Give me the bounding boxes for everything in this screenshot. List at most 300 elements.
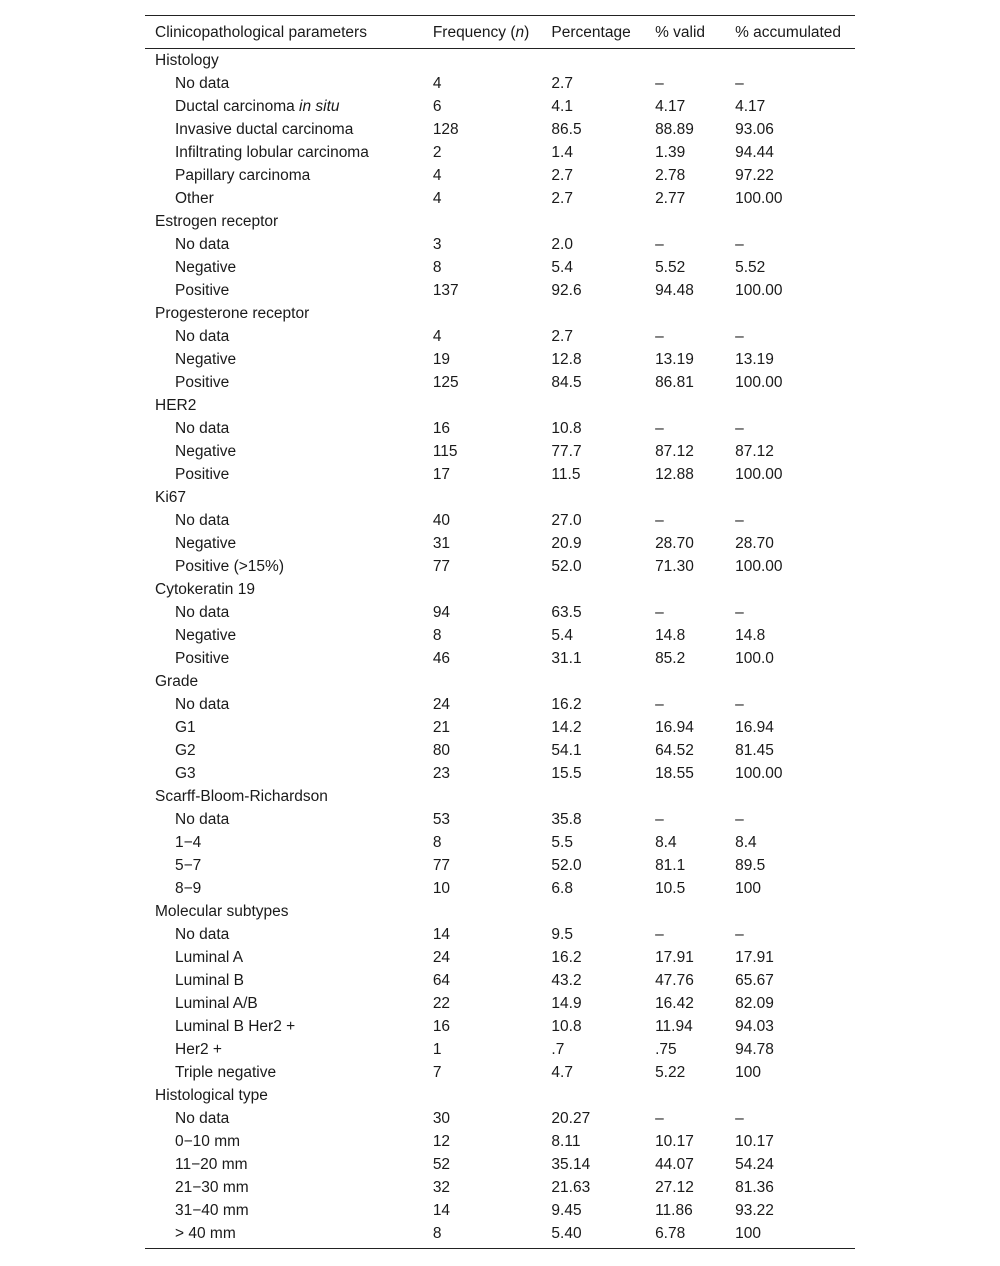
row-label bbox=[145, 1199, 433, 1222]
section-title: Cytokeratin 19 bbox=[155, 581, 255, 598]
frequency-cell: 19 bbox=[432, 351, 451, 368]
frequency-cell: 8 bbox=[432, 834, 442, 851]
table-row bbox=[145, 256, 855, 279]
empty-cell bbox=[655, 578, 735, 601]
accumulated-cell: 87.12 bbox=[735, 443, 774, 460]
percentage-cell: 92.6 bbox=[551, 282, 582, 299]
percentage-cell: 2.7 bbox=[551, 328, 573, 345]
row-label-text: Negative bbox=[175, 627, 237, 644]
accumulated-cell: 97.22 bbox=[735, 167, 774, 184]
frequency-cell: 137 bbox=[432, 282, 459, 299]
table-row bbox=[145, 1061, 855, 1084]
percentage-cell: 35.8 bbox=[551, 811, 582, 828]
percentage-cell: 15.5 bbox=[551, 765, 582, 782]
accumulated-cell: 100.00 bbox=[735, 466, 783, 483]
table-row bbox=[145, 992, 855, 1015]
percentage-cell: 14.2 bbox=[551, 719, 582, 736]
percentage-cell: 5.4 bbox=[551, 627, 573, 644]
empty-cell bbox=[551, 49, 655, 73]
valid-cell: .75 bbox=[655, 1041, 677, 1058]
row-label-text: Infiltrating lobular carcinoma bbox=[175, 144, 369, 161]
valid-cell: 13.19 bbox=[655, 351, 694, 368]
row-label bbox=[145, 279, 433, 302]
empty-cell bbox=[735, 49, 855, 73]
accumulated-cell: 93.22 bbox=[735, 1202, 774, 1219]
percentage-cell: 2.7 bbox=[551, 75, 573, 92]
empty-cell bbox=[735, 1084, 855, 1107]
row-label-text: G2 bbox=[175, 742, 196, 759]
percentage-cell: 9.5 bbox=[551, 926, 573, 943]
frequency-cell: 64 bbox=[432, 972, 451, 989]
accumulated-cell: 10.17 bbox=[735, 1133, 774, 1150]
percentage-cell: 4.7 bbox=[551, 1064, 573, 1081]
valid-cell: 16.42 bbox=[655, 995, 694, 1012]
frequency-cell: 12 bbox=[432, 1133, 451, 1150]
valid-cell: 5.22 bbox=[655, 1064, 686, 1081]
table-row bbox=[145, 440, 855, 463]
frequency-cell: 32 bbox=[432, 1179, 451, 1196]
header-frequency-n: n bbox=[515, 23, 525, 41]
percentage-cell: 52.0 bbox=[551, 857, 582, 874]
section-title: Estrogen receptor bbox=[155, 213, 279, 230]
table-row bbox=[145, 923, 855, 946]
frequency-cell: 30 bbox=[432, 1110, 451, 1127]
frequency-cell: 3 bbox=[432, 236, 442, 253]
percentage-cell: 4.1 bbox=[551, 98, 573, 115]
row-label bbox=[145, 992, 433, 1015]
empty-cell bbox=[655, 302, 735, 325]
percentage-cell: 2.7 bbox=[551, 167, 573, 184]
empty-cell bbox=[735, 900, 855, 923]
frequency-cell: 8 bbox=[433, 1222, 552, 1249]
empty-cell bbox=[433, 210, 552, 233]
section-row bbox=[145, 394, 855, 417]
frequency-cell: 22 bbox=[432, 995, 451, 1012]
row-label bbox=[145, 463, 433, 486]
valid-cell: – bbox=[655, 512, 664, 529]
frequency-cell: 2 bbox=[432, 144, 442, 161]
section-row bbox=[145, 210, 855, 233]
frequency-cell: 4 bbox=[432, 190, 442, 207]
table-row bbox=[145, 1107, 855, 1130]
accumulated-cell: 65.67 bbox=[735, 972, 774, 989]
accumulated-cell: – bbox=[735, 236, 744, 253]
frequency-cell: 31 bbox=[432, 535, 451, 552]
percentage-cell: 63.5 bbox=[551, 604, 582, 621]
percentage-cell: 5.40 bbox=[551, 1222, 655, 1249]
percentage-cell: 52.0 bbox=[551, 558, 582, 575]
accumulated-cell: 100.00 bbox=[735, 190, 783, 207]
row-label bbox=[145, 716, 433, 739]
row-label bbox=[145, 348, 433, 371]
percentage-cell: 2.7 bbox=[551, 190, 573, 207]
row-label bbox=[145, 72, 433, 95]
valid-cell: – bbox=[655, 926, 664, 943]
table-row bbox=[145, 808, 855, 831]
valid-cell: – bbox=[655, 811, 664, 828]
frequency-cell: 77 bbox=[432, 857, 451, 874]
header-percentage: Percentage bbox=[551, 16, 655, 49]
table-row bbox=[145, 647, 855, 670]
clinicopathological-table bbox=[145, 15, 855, 1249]
percentage-cell: 43.2 bbox=[551, 972, 582, 989]
table-row bbox=[145, 325, 855, 348]
section-title: HER2 bbox=[155, 397, 197, 414]
frequency-cell: 40 bbox=[432, 512, 451, 529]
empty-cell bbox=[433, 486, 552, 509]
row-label-text: Negative bbox=[175, 443, 237, 460]
table-row bbox=[145, 946, 855, 969]
percentage-cell: 11.5 bbox=[551, 466, 581, 483]
empty-cell bbox=[735, 394, 855, 417]
row-label bbox=[145, 1107, 433, 1130]
frequency-cell: 21 bbox=[432, 719, 451, 736]
valid-cell: 14.8 bbox=[655, 627, 686, 644]
empty-cell bbox=[655, 785, 735, 808]
frequency-cell: 52 bbox=[432, 1156, 451, 1173]
empty-cell bbox=[735, 210, 855, 233]
row-label-text: Positive (>15%) bbox=[175, 558, 284, 575]
table-row bbox=[145, 1176, 855, 1199]
table-row bbox=[145, 1015, 855, 1038]
accumulated-cell: – bbox=[735, 811, 744, 828]
accumulated-cell: 81.45 bbox=[735, 742, 774, 759]
table-row bbox=[145, 1038, 855, 1061]
table-row bbox=[145, 716, 855, 739]
table-row bbox=[145, 118, 855, 141]
accumulated-cell: 81.36 bbox=[735, 1179, 774, 1196]
row-label-text: Positive bbox=[175, 374, 230, 391]
percentage-cell: 20.27 bbox=[551, 1110, 591, 1127]
empty-cell bbox=[433, 1084, 552, 1107]
valid-cell: 88.89 bbox=[655, 121, 694, 138]
valid-cell: 10.5 bbox=[655, 880, 686, 897]
accumulated-cell: 28.70 bbox=[735, 535, 774, 552]
table-row bbox=[145, 532, 855, 555]
row-label-text: No data bbox=[175, 811, 230, 828]
row-label bbox=[145, 1061, 433, 1084]
valid-cell: 94.48 bbox=[655, 282, 694, 299]
row-label-text: Negative bbox=[175, 351, 237, 368]
frequency-cell: 14 bbox=[432, 926, 451, 943]
row-label-text: Other bbox=[175, 190, 214, 207]
frequency-cell: 115 bbox=[432, 443, 458, 460]
empty-cell bbox=[735, 486, 855, 509]
valid-cell: 8.4 bbox=[655, 834, 677, 851]
table-body bbox=[145, 49, 855, 1249]
percentage-cell: 54.1 bbox=[551, 742, 582, 759]
valid-cell: 17.91 bbox=[655, 949, 694, 966]
percentage-cell: 8.11 bbox=[551, 1133, 581, 1150]
row-label-text: Positive bbox=[175, 466, 230, 483]
section-row bbox=[145, 670, 855, 693]
row-label-text: No data bbox=[175, 75, 230, 92]
row-label-text: Negative bbox=[175, 535, 237, 552]
row-label bbox=[145, 1038, 433, 1061]
percentage-cell: 10.8 bbox=[551, 420, 582, 437]
row-label-text: No data bbox=[175, 512, 230, 529]
valid-cell: – bbox=[655, 696, 664, 713]
section-title: Scarff-Bloom-Richardson bbox=[155, 788, 328, 805]
frequency-cell: 23 bbox=[432, 765, 451, 782]
row-label-text: G3 bbox=[175, 765, 196, 782]
percentage-cell: 21.63 bbox=[551, 1179, 591, 1196]
row-label-text: No data bbox=[175, 696, 230, 713]
percentage-cell: 16.2 bbox=[551, 949, 582, 966]
frequency-cell: 17 bbox=[432, 466, 451, 483]
valid-cell: 11.86 bbox=[655, 1202, 693, 1219]
empty-cell bbox=[551, 302, 655, 325]
valid-cell: 6.78 bbox=[655, 1222, 735, 1249]
row-label bbox=[145, 831, 433, 854]
row-label-text: 21−30 mm bbox=[175, 1179, 249, 1196]
percentage-cell: 77.7 bbox=[551, 443, 582, 460]
row-label-text: No data bbox=[175, 1110, 230, 1127]
row-label-text: 0−10 mm bbox=[175, 1133, 241, 1150]
table-row bbox=[145, 1222, 855, 1249]
accumulated-cell: 54.24 bbox=[735, 1156, 774, 1173]
row-label-text: > 40 mm bbox=[175, 1225, 236, 1242]
valid-cell: 4.17 bbox=[655, 98, 686, 115]
table-row bbox=[145, 417, 855, 440]
empty-cell bbox=[655, 49, 735, 73]
accumulated-cell: – bbox=[735, 604, 744, 621]
empty-cell bbox=[655, 670, 735, 693]
section-title: Molecular subtypes bbox=[155, 903, 289, 920]
valid-cell: 27.12 bbox=[655, 1179, 694, 1196]
section-row bbox=[145, 486, 855, 509]
header-row bbox=[145, 16, 855, 49]
valid-cell: – bbox=[655, 420, 664, 437]
percentage-cell: 35.14 bbox=[551, 1156, 591, 1173]
section-row bbox=[145, 785, 855, 808]
row-label-text: 8−9 bbox=[175, 880, 202, 897]
section-title: Progesterone receptor bbox=[155, 305, 310, 322]
section-row bbox=[145, 1084, 855, 1107]
row-label-text: Luminal B Her2 + bbox=[175, 1018, 296, 1035]
empty-cell bbox=[655, 394, 735, 417]
table-row bbox=[145, 95, 855, 118]
section-title: Grade bbox=[155, 673, 199, 690]
valid-cell: 81.1 bbox=[655, 857, 686, 874]
frequency-cell: 80 bbox=[432, 742, 451, 759]
table-row bbox=[145, 187, 855, 210]
table-row bbox=[145, 831, 855, 854]
row-label-text: 11−20 mm bbox=[175, 1156, 248, 1173]
accumulated-cell: 100 bbox=[735, 1064, 761, 1081]
frequency-cell: 53 bbox=[432, 811, 451, 828]
empty-cell bbox=[433, 302, 552, 325]
row-label-text: No data bbox=[175, 328, 230, 345]
accumulated-cell: 93.06 bbox=[735, 121, 774, 138]
empty-cell bbox=[551, 210, 655, 233]
row-label bbox=[145, 1130, 433, 1153]
row-label-text: Luminal B bbox=[175, 972, 244, 989]
accumulated-cell: 100.00 bbox=[735, 558, 783, 575]
table-header bbox=[145, 16, 855, 49]
accumulated-cell: 82.09 bbox=[735, 995, 774, 1012]
row-label bbox=[145, 118, 433, 141]
percentage-cell: 10.8 bbox=[551, 1018, 582, 1035]
percentage-cell: 2.0 bbox=[551, 236, 573, 253]
row-label-text: 31−40 mm bbox=[175, 1202, 249, 1219]
row-label bbox=[145, 555, 433, 578]
row-label bbox=[145, 417, 433, 440]
percentage-cell: 1.4 bbox=[551, 144, 573, 161]
empty-cell bbox=[735, 670, 855, 693]
row-label bbox=[145, 509, 433, 532]
row-label-text: Triple negative bbox=[175, 1064, 277, 1081]
accumulated-cell: 13.19 bbox=[735, 351, 774, 368]
valid-cell: 2.78 bbox=[655, 167, 686, 184]
valid-cell: 2.77 bbox=[655, 190, 686, 207]
row-label bbox=[145, 325, 433, 348]
section-row bbox=[145, 578, 855, 601]
table-row bbox=[145, 762, 855, 785]
percentage-cell: 6.8 bbox=[551, 880, 573, 897]
valid-cell: 71.30 bbox=[655, 558, 694, 575]
row-label bbox=[145, 164, 433, 187]
frequency-cell: 1 bbox=[432, 1041, 442, 1058]
empty-cell bbox=[433, 49, 552, 73]
frequency-cell: 128 bbox=[432, 121, 459, 138]
percentage-cell: 31.1 bbox=[551, 650, 582, 667]
row-label bbox=[145, 854, 433, 877]
frequency-cell: 125 bbox=[432, 374, 459, 391]
row-label bbox=[145, 601, 433, 624]
table-row bbox=[145, 1130, 855, 1153]
row-label bbox=[145, 1222, 433, 1249]
empty-cell bbox=[433, 785, 552, 808]
percentage-cell: 9.45 bbox=[551, 1202, 582, 1219]
table-row bbox=[145, 624, 855, 647]
row-label bbox=[145, 877, 433, 900]
valid-cell: – bbox=[655, 604, 664, 621]
row-label bbox=[145, 739, 433, 762]
valid-cell: 16.94 bbox=[655, 719, 694, 736]
row-label-text: G1 bbox=[175, 719, 196, 736]
frequency-cell: 7 bbox=[432, 1064, 442, 1081]
percentage-cell: 20.9 bbox=[551, 535, 582, 552]
empty-cell bbox=[735, 785, 855, 808]
accumulated-cell: 100.00 bbox=[735, 282, 783, 299]
accumulated-cell: – bbox=[735, 926, 744, 943]
accumulated-cell: 16.94 bbox=[735, 719, 774, 736]
valid-cell: 18.55 bbox=[655, 765, 694, 782]
empty-cell bbox=[551, 670, 655, 693]
frequency-cell: 16 bbox=[432, 1018, 451, 1035]
accumulated-cell: – bbox=[735, 420, 744, 437]
empty-cell bbox=[433, 670, 552, 693]
row-label-text: 5−7 bbox=[175, 857, 202, 874]
table-row bbox=[145, 233, 855, 256]
accumulated-cell: 8.4 bbox=[735, 834, 757, 851]
row-label bbox=[145, 808, 433, 831]
empty-cell bbox=[551, 900, 655, 923]
frequency-cell: 6 bbox=[432, 98, 442, 115]
frequency-cell: 77 bbox=[432, 558, 451, 575]
frequency-cell: 4 bbox=[432, 167, 442, 184]
frequency-cell: 24 bbox=[432, 696, 451, 713]
empty-cell bbox=[433, 394, 552, 417]
table-row bbox=[145, 509, 855, 532]
empty-cell bbox=[433, 900, 552, 923]
accumulated-cell: 4.17 bbox=[735, 98, 766, 115]
row-label-text: Invasive ductal carcinoma bbox=[175, 121, 354, 138]
valid-cell: 64.52 bbox=[655, 742, 694, 759]
row-label-text: Negative bbox=[175, 259, 237, 276]
header-parameters: Clinicopathological parameters bbox=[145, 16, 433, 49]
empty-cell bbox=[551, 1084, 655, 1107]
row-label-text: Positive bbox=[175, 650, 230, 667]
frequency-cell: 8 bbox=[432, 259, 442, 276]
accumulated-cell: 5.52 bbox=[735, 259, 766, 276]
percentage-cell: 84.5 bbox=[551, 374, 582, 391]
row-label bbox=[145, 256, 433, 279]
row-label bbox=[145, 923, 433, 946]
row-label-text: Luminal A/B bbox=[175, 995, 258, 1012]
percentage-cell: 27.0 bbox=[551, 512, 582, 529]
row-label bbox=[145, 762, 433, 785]
row-label-text: Luminal A bbox=[175, 949, 244, 966]
row-label bbox=[145, 187, 433, 210]
empty-cell bbox=[735, 302, 855, 325]
empty-cell bbox=[551, 785, 655, 808]
empty-cell bbox=[655, 1084, 735, 1107]
valid-cell: 1.39 bbox=[655, 144, 686, 161]
section-title: Ki67 bbox=[155, 489, 187, 506]
row-label bbox=[145, 647, 433, 670]
table-row bbox=[145, 72, 855, 95]
accumulated-cell: 14.8 bbox=[735, 627, 766, 644]
empty-cell bbox=[735, 578, 855, 601]
section-title: Histological type bbox=[155, 1087, 268, 1104]
row-label-text: 1−4 bbox=[175, 834, 202, 851]
table-row bbox=[145, 969, 855, 992]
valid-cell: – bbox=[655, 75, 664, 92]
clinicopathological-table-container bbox=[145, 15, 855, 1249]
valid-cell: 28.70 bbox=[655, 535, 694, 552]
percentage-cell: 86.5 bbox=[551, 121, 582, 138]
section-row bbox=[145, 49, 855, 73]
accumulated-cell: 100.00 bbox=[735, 765, 783, 782]
frequency-cell: 94 bbox=[432, 604, 451, 621]
row-label-text: Ductal carcinoma bbox=[175, 98, 300, 115]
table-row bbox=[145, 555, 855, 578]
header-valid: % valid bbox=[655, 16, 735, 49]
row-label-text: Positive bbox=[175, 282, 230, 299]
empty-cell bbox=[433, 578, 552, 601]
table-row bbox=[145, 279, 855, 302]
frequency-cell: 24 bbox=[432, 949, 451, 966]
frequency-cell: 16 bbox=[432, 420, 451, 437]
accumulated-cell: 100 bbox=[735, 1222, 855, 1249]
row-label-text: No data bbox=[175, 420, 230, 437]
valid-cell: 47.76 bbox=[655, 972, 694, 989]
row-label-text: No data bbox=[175, 926, 230, 943]
empty-cell bbox=[655, 900, 735, 923]
table-row bbox=[145, 463, 855, 486]
percentage-cell: 5.5 bbox=[551, 834, 573, 851]
row-label bbox=[145, 946, 433, 969]
empty-cell bbox=[551, 486, 655, 509]
table-row bbox=[145, 348, 855, 371]
empty-cell bbox=[655, 210, 735, 233]
empty-cell bbox=[655, 486, 735, 509]
table-row bbox=[145, 1199, 855, 1222]
valid-cell: 85.2 bbox=[655, 650, 686, 667]
row-label bbox=[145, 1176, 433, 1199]
